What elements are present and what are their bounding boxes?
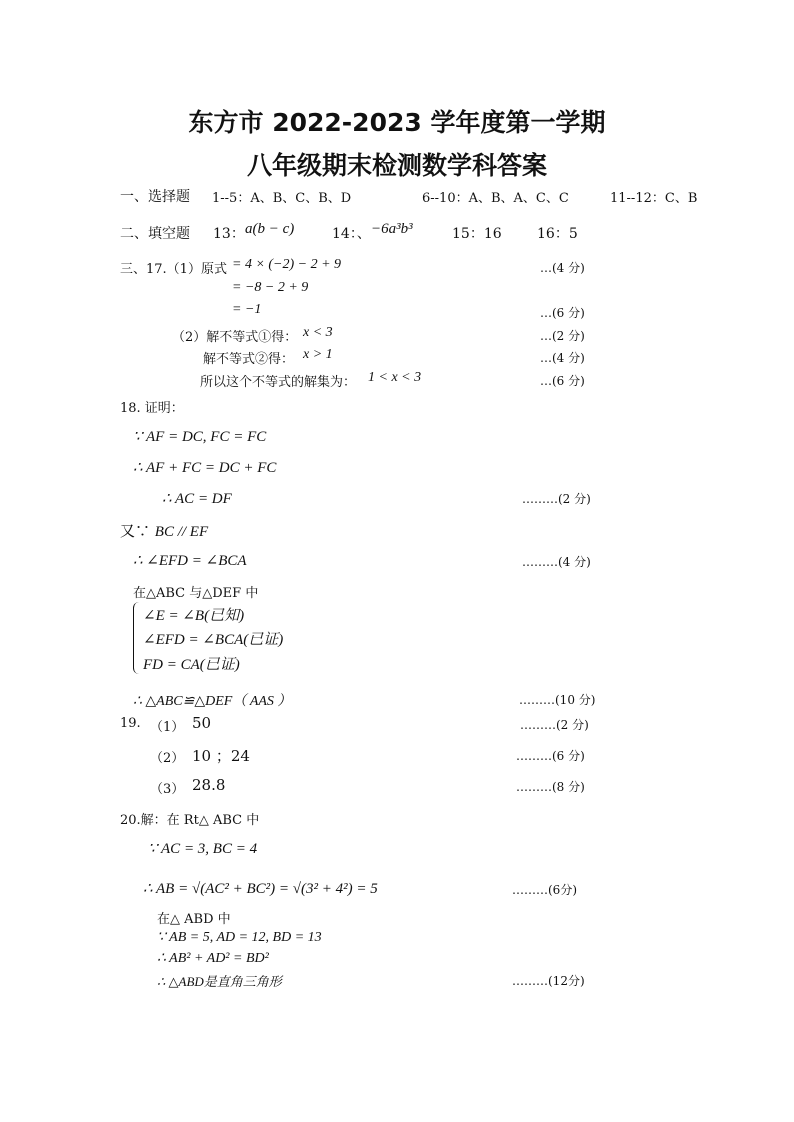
q18-score-1: ………(2 分) <box>522 492 591 506</box>
fill-13-label: 13： <box>213 226 245 242</box>
q17-score-2: …(6 分) <box>540 306 585 320</box>
q17-score-3: …(2 分) <box>540 329 585 343</box>
q20-label: 20.解：在 Rt△ ABC 中 <box>120 813 260 828</box>
q20-score-2: ………(12分) <box>512 974 585 988</box>
q20-line-4: ∵ AB = 5, AD = 12, BD = 13 <box>157 930 322 945</box>
q17-part2-label-c: 所以这个不等式的解集为： <box>200 375 357 390</box>
q18-line-6: 在△ABC 与△DEF 中 <box>133 586 259 601</box>
q19-score-2: ………(6 分) <box>516 749 585 763</box>
title-line-2: 八年级期末检测数学科答案 <box>246 151 547 180</box>
q17-part2-value-a: x < 3 <box>303 325 333 340</box>
q17-step-2: = −8 − 2 + 9 <box>232 280 309 295</box>
q20-line-5: ∴ AB² + AD² = BD² <box>157 951 269 966</box>
q17-part2-value-c: 1 < x < 3 <box>368 370 422 385</box>
q18-brace-line-1: ∠E = ∠B(已知) <box>143 608 245 624</box>
q18-brace-line-3: FD = CA(已证) <box>143 657 240 673</box>
q18-line-5: ∴ ∠EFD = ∠BCA <box>133 553 247 569</box>
q17-step-1: = 4 × (−2) − 2 + 9 <box>232 257 342 272</box>
q19-score-1: ………(2 分) <box>520 718 589 732</box>
q17-step-3: = −1 <box>232 302 262 317</box>
fill-13-answer: a(b − c) <box>245 221 295 237</box>
q19-value-1: 50 <box>192 714 212 732</box>
q18-line-2: ∴ AF + FC = DC + FC <box>133 460 277 476</box>
q18-line-3: ∴ AC = DF <box>162 491 232 507</box>
q18-conclusion: ∴ △ABC≌△DEF（ AAS ） <box>133 694 292 709</box>
q17-score-4: …(4 分) <box>540 351 585 365</box>
q17-score-5: …(6 分) <box>540 374 585 388</box>
fill-16: 16：5 <box>537 226 578 242</box>
system-brace <box>133 602 140 674</box>
q20-line-1: ∵ AC = 3, BC = 4 <box>148 841 258 857</box>
q20-score-1: ………(6分) <box>512 883 577 897</box>
q17-part2-value-b: x > 1 <box>303 347 333 362</box>
q20-line-2: ∴ AB = √(AC² + BC²) = √(3² + 4²) = 5 <box>143 881 378 897</box>
q17-part2-label-a: （2）解不等式①得： <box>172 330 298 345</box>
q19-part-3: （3） <box>150 782 185 797</box>
q19-part-1: （1） <box>150 720 185 735</box>
q18-label: 18. 证明： <box>120 401 184 416</box>
q17-label: 三、17.（1）原式 <box>120 262 227 277</box>
choice-answers-6-10: 6--10：A、B、A、C、C <box>422 191 569 206</box>
fill-15: 15：16 <box>452 226 502 242</box>
q18-line-4: 又∵ BC // EF <box>120 522 209 540</box>
choice-answers-11-12: 11--12：C、B <box>610 191 698 206</box>
q20-line-3: 在△ ABD 中 <box>157 912 231 927</box>
q19-score-3: ………(8 分) <box>516 780 585 794</box>
q17-score-1: …(4 分) <box>540 261 585 275</box>
q18-brace-line-2: ∠EFD = ∠BCA(已证) <box>143 632 284 648</box>
fill-14-label: 14：、 <box>332 226 371 242</box>
title-line-1: 东方市 2022-2023 学年度第一学期 <box>188 108 606 137</box>
section-1-label: 一、选择题 <box>120 189 190 205</box>
q19-part-2: （2） <box>150 751 185 766</box>
q20-line-6: ∴ △ABD是直角三角形 <box>157 974 282 989</box>
q17-part2-label-b: 解不等式②得： <box>203 352 295 367</box>
q19-label: 19. <box>120 716 141 731</box>
q19-value-2: 10 ；24 <box>192 747 250 765</box>
q18-score-2: ………(4 分) <box>522 555 591 569</box>
q18-line-1: ∵ AF = DC, FC = FC <box>133 429 267 445</box>
q19-value-3: 28.8 <box>192 776 226 794</box>
q18-score-3: ………(10 分) <box>519 693 596 707</box>
section-2-label: 二、填空题 <box>120 226 190 242</box>
fill-14-answer: −6a³b³ <box>371 221 413 237</box>
choice-answers-1-5: 1--5：A、B、C、B、D <box>212 191 352 206</box>
